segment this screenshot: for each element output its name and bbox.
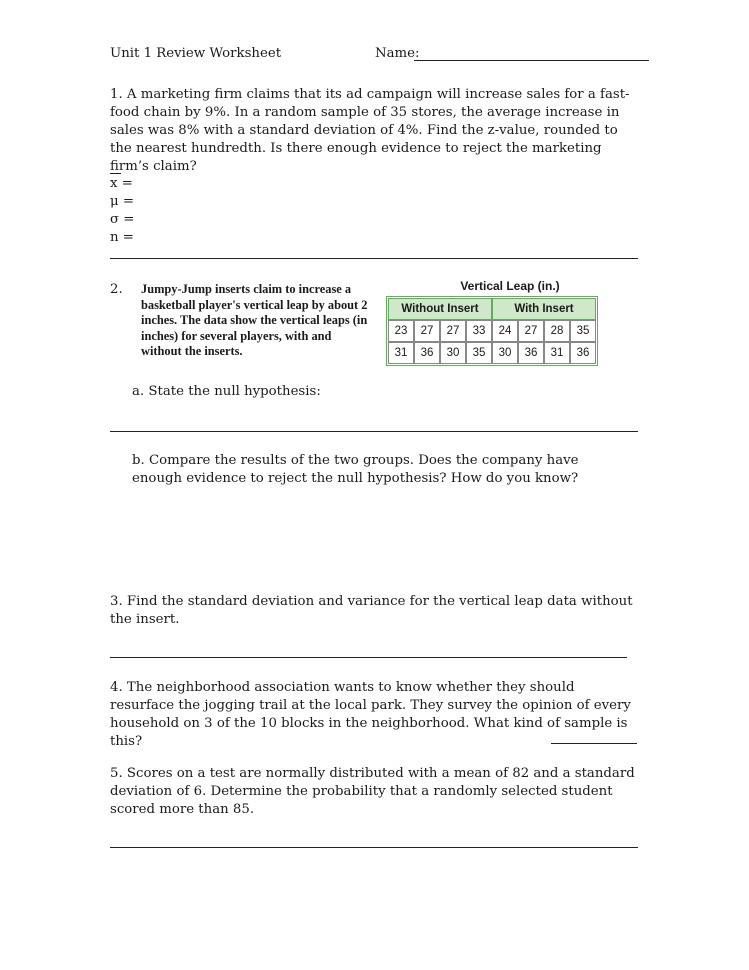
n-label: n = [110,230,134,245]
table-row [388,320,596,342]
table-cell: 36 [570,342,596,364]
table-cell: 35 [570,320,596,342]
mu-label: μ = [110,194,135,209]
table-cell: 27 [414,320,440,342]
answer-line-3[interactable] [110,657,627,658]
col-header-with-insert: With Insert [492,298,596,320]
question-2a-text: a. State the null hypothesis: [132,384,321,399]
table-cell: 24 [492,320,518,342]
table-title: Vertical Leap (in.) [460,279,560,293]
table-cell: 31 [388,342,414,364]
table-cell: 36 [518,342,544,364]
name-label: Name: [375,46,420,61]
name-answer-line[interactable] [414,60,649,61]
table-cell: 27 [518,320,544,342]
xbar-bar [110,173,121,174]
table-cell: 30 [492,342,518,364]
question-2-number: 2. [110,282,123,297]
table-cell: 30 [440,342,466,364]
question-1-text: 1. A marketing firm claims that its ad campaign will increase sales for a fast-food chain by 9%. In a random sample of 35 stores, the average increase in sales was 8% with a standard deviation of 4%. Find the z-value, rounded to the nearest hundredth. Is there enough evidence to reject the marketing firm’s claim? [110,87,630,174]
table-cell: 23 [388,320,414,342]
question-2b-text: b. Compare the results of the two groups. Does the company have enough evidence to reject the null hypothesis? How do you know? [132,453,579,486]
col-header-without-insert: Without Insert [388,298,492,320]
xbar-label: x = [110,176,133,191]
question-2-blurb: Jumpy-Jump inserts claim to increase a basketball player's vertical leap by about 2 inches. The data show the vertical leaps (in inches) for several players, with and without the inserts. [141,282,368,359]
question-5-text: 5. Scores on a test are normally distributed with a mean of 82 and a standard deviation of 6. Determine the probability that a randomly selected student scored more than 85. [110,766,635,817]
sigma-label: σ = [110,212,135,227]
worksheet-title: Unit 1 Review Worksheet [110,46,282,61]
question-4-text: 4. The neighborhood association wants to know whether they should resurface the jogging trail at the local park. They survey the opinion of every household on 3 of the 10 blocks in the neighborhood. What kind of sample is this? [110,680,631,749]
separator-line-1 [110,258,638,259]
table-cell: 33 [466,320,492,342]
table-cell: 27 [440,320,466,342]
question-3-text: 3. Find the standard deviation and variance for the vertical leap data without the insert. [110,594,633,627]
answer-line-5[interactable] [110,847,638,848]
table-row [388,342,596,364]
table-cell: 36 [414,342,440,364]
vertical-leap-table [386,296,598,366]
table-cell: 35 [466,342,492,364]
answer-line-2a[interactable] [110,431,638,432]
table-cell: 31 [544,342,570,364]
answer-line-4[interactable] [551,743,637,744]
table-cell: 28 [544,320,570,342]
